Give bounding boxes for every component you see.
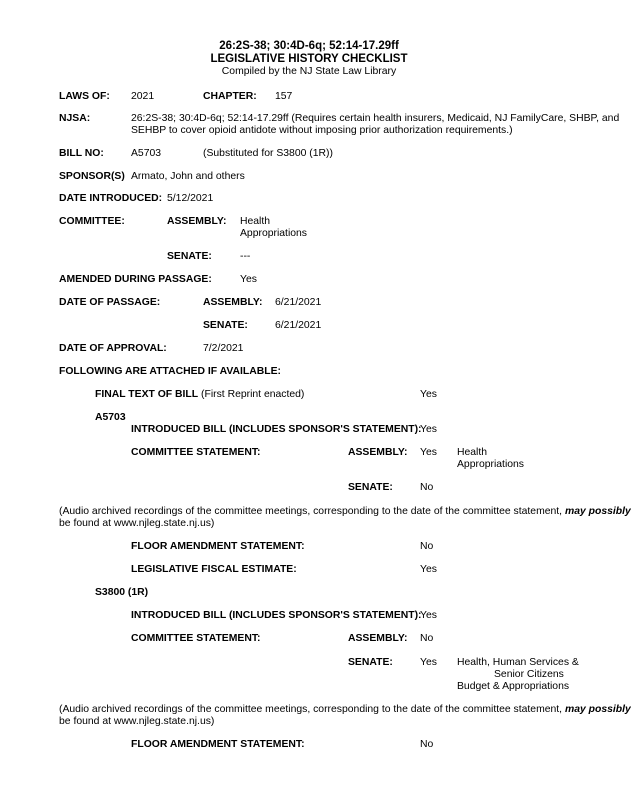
s3800-label: S3800 (1R) — [95, 587, 149, 598]
a5703-senate-label: SENATE: — [348, 482, 393, 493]
bill-no-label: BILL NO: — [59, 148, 104, 159]
bill-substituted-note: (Substituted for S3800 (1R)) — [203, 148, 333, 159]
compiled-by: Compiled by the NJ State Law Library — [221, 66, 397, 77]
njsa-label: NJSA: — [59, 113, 91, 124]
a5703-introduced-value: Yes — [420, 424, 437, 435]
document-title: 26:2S-38; 30:4D-6q; 52:14-17.29ff — [219, 40, 399, 52]
committee-assembly-health: Health — [240, 216, 271, 227]
approval-label: DATE OF APPROVAL: — [59, 343, 167, 354]
a5703-label: A5703 — [95, 412, 126, 423]
s3800-assembly-value: No — [420, 633, 434, 644]
date-introduced-label: DATE INTRODUCED: — [59, 193, 163, 204]
passage-senate-label: SENATE: — [203, 320, 248, 331]
approval-value: 7/2/2021 — [203, 343, 244, 354]
audio-note-1-text: (Audio archived recordings of the committee meetings, corresponding to the date of the committee statement, — [59, 506, 565, 517]
a5703-fiscal-label: LEGISLATIVE FISCAL ESTIMATE: — [131, 564, 297, 575]
passage-assembly-label: ASSEMBLY: — [203, 297, 263, 308]
amended-value: Yes — [240, 274, 257, 285]
passage-label: DATE OF PASSAGE: — [59, 297, 161, 308]
a5703-senate-value: No — [420, 482, 434, 493]
audio-note-2-line-2: be found at www.njleg.state.nj.us) — [59, 716, 215, 727]
a5703-floor-label: FLOOR AMENDMENT STATEMENT: — [131, 541, 305, 552]
njsa-line-2: SEHBP to cover opioid antidote without imposing prior authorization requirements.) — [131, 125, 513, 136]
a5703-assembly-comm-appropriations: Appropriations — [457, 459, 525, 470]
s3800-senate-label: SENATE: — [348, 657, 393, 668]
a5703-assembly-comm-health: Health — [457, 447, 488, 458]
a5703-assembly-label: ASSEMBLY: — [348, 447, 408, 458]
a5703-assembly-value: Yes — [420, 447, 437, 458]
s3800-senate-comm-health: Health, Human Services & — [457, 657, 579, 668]
a5703-committee-label: COMMITTEE STATEMENT: — [131, 447, 261, 458]
amended-label: AMENDED DURING PASSAGE: — [59, 274, 212, 285]
audio-note-1-line-1 — [59, 506, 631, 518]
s3800-floor-label: FLOOR AMENDMENT STATEMENT: — [131, 739, 305, 750]
laws-of-label: LAWS OF: — [59, 91, 110, 102]
document-subtitle: LEGISLATIVE HISTORY CHECKLIST — [210, 53, 408, 65]
final-text-label: FINAL TEXT OF BILL — [95, 389, 199, 400]
s3800-committee-label: COMMITTEE STATEMENT: — [131, 633, 261, 644]
s3800-floor-value: No — [420, 739, 434, 750]
s3800-senate-comm-senior: Senior Citizens — [494, 669, 564, 680]
njsa-line-1: 26:2S-38; 30:4D-6q; 52:14-17.29ff (Requires certain health insurers, Medicaid, NJ FamilyCare, SHBP, and — [131, 113, 620, 124]
committee-senate-value: --- — [240, 251, 251, 262]
s3800-senate-value: Yes — [420, 657, 437, 668]
final-text-note: (First Reprint enacted) — [201, 389, 305, 400]
chapter-value: 157 — [275, 91, 293, 102]
passage-assembly-value: 6/21/2021 — [275, 297, 322, 308]
s3800-senate-comm-budget: Budget & Appropriations — [457, 681, 570, 692]
sponsors-value: Armato, John and others — [131, 171, 245, 182]
audio-note-1-line-2: be found at www.njleg.state.nj.us) — [59, 518, 215, 529]
committee-label: COMMITTEE: — [59, 216, 125, 227]
a5703-floor-value: No — [420, 541, 434, 552]
final-text-value: Yes — [420, 389, 437, 400]
committee-assembly-label: ASSEMBLY: — [167, 216, 227, 227]
s3800-introduced-label: INTRODUCED BILL (INCLUDES SPONSOR'S STATEMENT): — [131, 610, 422, 621]
audio-note-2-text: (Audio archived recordings of the committee meetings, corresponding to the date of the committee statement, — [59, 704, 565, 715]
audio-note-2-line-1 — [59, 704, 631, 716]
sponsors-label: SPONSOR(S) — [59, 171, 125, 182]
chapter-label: CHAPTER: — [203, 91, 257, 102]
s3800-introduced-value: Yes — [420, 610, 437, 621]
a5703-fiscal-value: Yes — [420, 564, 437, 575]
committee-senate-label: SENATE: — [167, 251, 212, 262]
audio-note-1-emphasis: may possibly — [564, 506, 631, 517]
date-introduced-value: 5/12/2021 — [167, 193, 214, 204]
a5703-introduced-label: INTRODUCED BILL (INCLUDES SPONSOR'S STATEMENT): — [131, 424, 422, 435]
audio-note-2-emphasis: may possibly — [564, 704, 631, 715]
passage-senate-value: 6/21/2021 — [275, 320, 322, 331]
attached-heading: FOLLOWING ARE ATTACHED IF AVAILABLE: — [59, 366, 282, 377]
laws-of-value: 2021 — [131, 91, 155, 102]
committee-assembly-appropriations: Appropriations — [240, 228, 308, 239]
s3800-assembly-label: ASSEMBLY: — [348, 633, 408, 644]
bill-no-value: A5703 — [131, 148, 162, 159]
final-text-row — [95, 389, 304, 401]
